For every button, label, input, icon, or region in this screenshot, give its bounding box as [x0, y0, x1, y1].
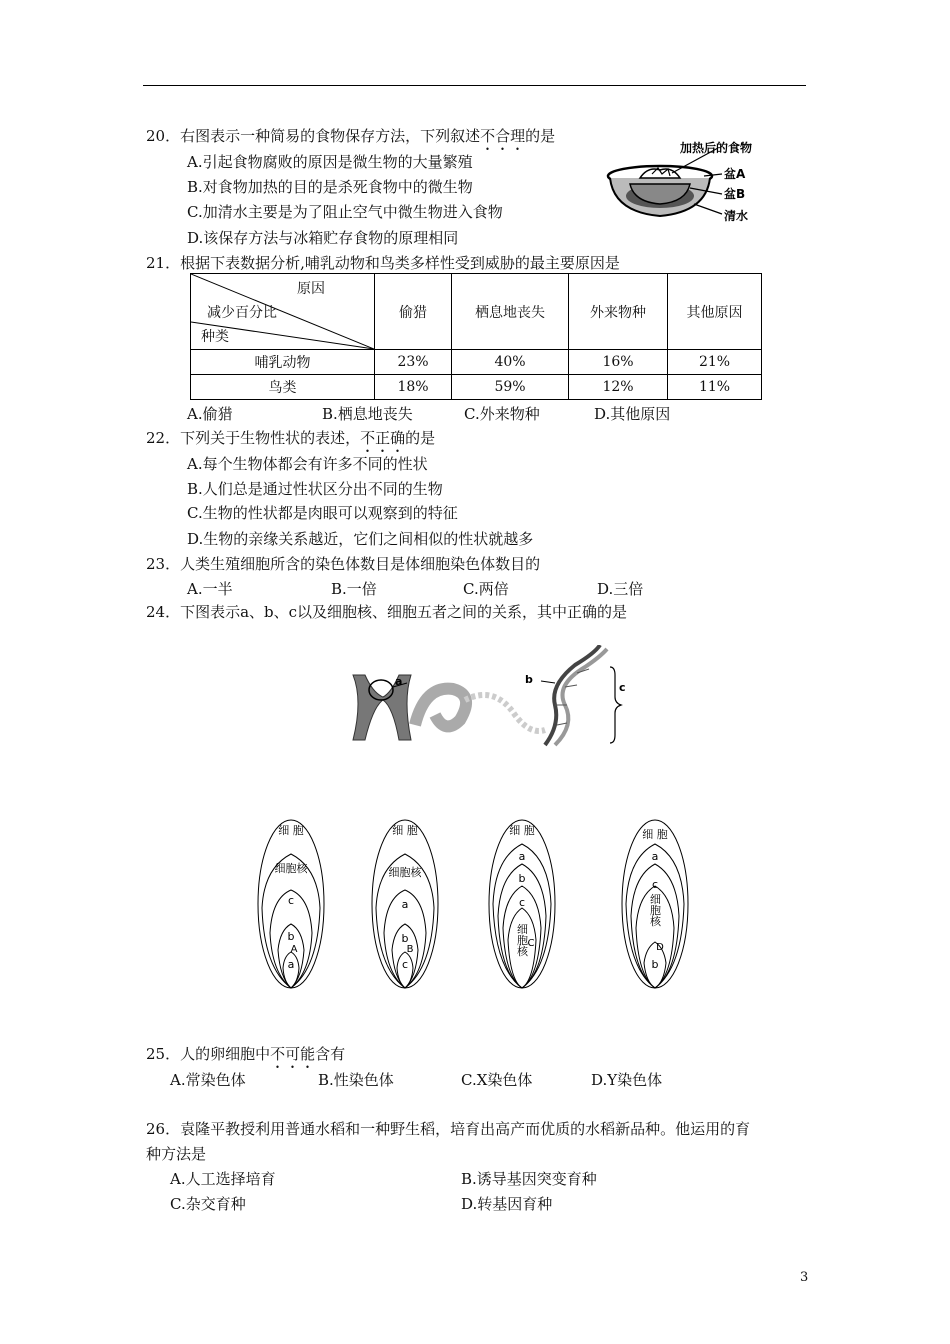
page-number: 3 — [800, 1270, 809, 1285]
chromosome-dna-figure — [345, 645, 645, 759]
q20-option-b: B.对食物加热的目的是杀死食物中的微生物 — [187, 178, 473, 196]
svg-text:c: c — [651, 878, 659, 891]
svg-text:细胞核: 细胞核 — [515, 923, 529, 957]
row-header: 哺乳动物 — [191, 350, 375, 375]
table-row — [191, 375, 762, 400]
svg-text:b: b — [401, 932, 409, 945]
table-cell: 18% — [375, 375, 452, 400]
q21-stem: 21．根据下表数据分析,哺乳动物和鸟类多样性受到威胁的最主要原因是 — [146, 254, 620, 272]
q23-stem: 23．人类生殖细胞所含的染色体数目是体细胞染色体数目的 — [146, 555, 541, 573]
table-cell: 23% — [375, 350, 452, 375]
q25-option-c: C.X染色体 — [461, 1071, 533, 1089]
table-cell: 11% — [668, 375, 762, 400]
q23-option-b: B.一倍 — [331, 580, 377, 598]
label-c: c — [619, 681, 626, 694]
svg-text:细胞核: 细胞核 — [648, 893, 662, 927]
svg-text:C: C — [527, 938, 535, 949]
q26-stem-line1: 26．袁隆平教授利用普通水稻和一种野生稻，培育出高产而优质的水稻新品种。他运用的育 — [146, 1120, 751, 1138]
q26-option-b: B.诱导基因突变育种 — [461, 1170, 597, 1188]
table-header-corner — [191, 274, 375, 350]
q23-option-d: D.三倍 — [597, 580, 644, 598]
q23-option-c: C.两倍 — [463, 580, 509, 598]
q22-option-b: B.人们总是通过性状区分出不同的生物 — [187, 480, 443, 498]
svg-text:b: b — [287, 930, 295, 943]
svg-text:B: B — [406, 944, 414, 955]
label-a: a — [395, 675, 403, 688]
table-row — [191, 350, 762, 375]
table-cell: 40% — [452, 350, 569, 375]
q21-option-c: C.外来物种 — [464, 405, 540, 423]
svg-text:D: D — [656, 942, 664, 953]
diagram-b — [370, 818, 440, 994]
svg-text:b: b — [651, 958, 659, 971]
corner-label-species: 种类 — [201, 329, 229, 345]
col-header: 其他原因 — [668, 274, 762, 350]
q25-option-d: D.Y染色体 — [591, 1071, 663, 1089]
q20-option-a: A.引起食物腐败的原因是微生物的大量繁殖 — [187, 153, 473, 171]
q22-option-c: C.生物的性状都是肉眼可以观察到的特征 — [187, 504, 458, 522]
q20-stem: 20．右图表示一种简易的食物保存方法，下列叙述不合理的是 — [146, 127, 556, 145]
svg-text:细胞核: 细胞核 — [388, 866, 422, 879]
table-cell: 59% — [452, 375, 569, 400]
header-rule — [143, 85, 806, 86]
col-header: 外来物种 — [569, 274, 668, 350]
q21-option-b: B.栖息地丧失 — [322, 405, 413, 423]
q22-option-d: D.生物的亲缘关系越近，它们之间相似的性状就越多 — [187, 530, 534, 548]
svg-text:a: a — [401, 898, 409, 911]
q26-option-c: C.杂交育种 — [170, 1195, 246, 1213]
row-header: 鸟类 — [191, 375, 375, 400]
q22-option-a: A.每个生物体都会有许多不同的性状 — [187, 455, 428, 473]
q25-stem: 25．人的卵细胞中不可能含有 — [146, 1045, 346, 1063]
svg-text:细 胞: 细 胞 — [509, 824, 535, 837]
diagram-c — [487, 818, 557, 994]
col-header: 栖息地丧失 — [452, 274, 569, 350]
q20-option-c: C.加清水主要是为了阻止空气中微生物进入食物 — [187, 203, 503, 221]
table-cell: 21% — [668, 350, 762, 375]
svg-text:细 胞: 细 胞 — [278, 824, 304, 837]
food-preservation-figure — [604, 136, 774, 232]
svg-text:a: a — [651, 850, 659, 863]
label-water: 清水 — [724, 209, 749, 223]
label-b: b — [525, 673, 533, 686]
label-basin-a: 盆A — [724, 167, 746, 181]
q25-option-a: A.常染色体 — [170, 1071, 246, 1089]
col-header: 偷猎 — [375, 274, 452, 350]
corner-label-percent: 减少百分比 — [207, 305, 277, 321]
q20-option-d: D.该保存方法与冰箱贮存食物的原理相同 — [187, 229, 459, 247]
svg-text:a: a — [518, 850, 526, 863]
svg-text:细 胞: 细 胞 — [392, 824, 418, 837]
svg-text:c: c — [287, 894, 295, 907]
svg-text:c: c — [401, 958, 409, 971]
q24-stem: 24．下图表示a、b、c以及细胞核、细胞五者之间的关系，其中正确的是 — [146, 603, 628, 621]
svg-text:A: A — [290, 944, 298, 955]
table-cell: 12% — [569, 375, 668, 400]
diagram-a — [256, 818, 326, 994]
label-basin-b: 盆B — [724, 187, 746, 201]
q26-option-d: D.转基因育种 — [461, 1195, 553, 1213]
diagram-d — [620, 818, 690, 994]
corner-label-cause: 原因 — [297, 281, 325, 297]
label-heated-food: 加热后的食物 — [680, 141, 753, 155]
q22-stem: 22．下列关于生物性状的表述，不正确的是 — [146, 429, 436, 447]
q21-option-d: D.其他原因 — [594, 405, 671, 423]
svg-text:a: a — [287, 958, 295, 971]
svg-text:细 胞: 细 胞 — [642, 828, 668, 841]
svg-text:c: c — [518, 896, 526, 909]
q23-option-a: A.一半 — [187, 580, 233, 598]
table-cell: 16% — [569, 350, 668, 375]
svg-text:b: b — [518, 872, 526, 885]
svg-text:细胞核: 细胞核 — [274, 862, 308, 875]
q21-option-a: A.偷猎 — [187, 405, 233, 423]
q26-stem-line2: 种方法是 — [146, 1145, 207, 1163]
threat-table — [190, 273, 762, 400]
q26-option-a: A.人工选择培育 — [170, 1170, 276, 1188]
q25-option-b: B.性染色体 — [318, 1071, 394, 1089]
